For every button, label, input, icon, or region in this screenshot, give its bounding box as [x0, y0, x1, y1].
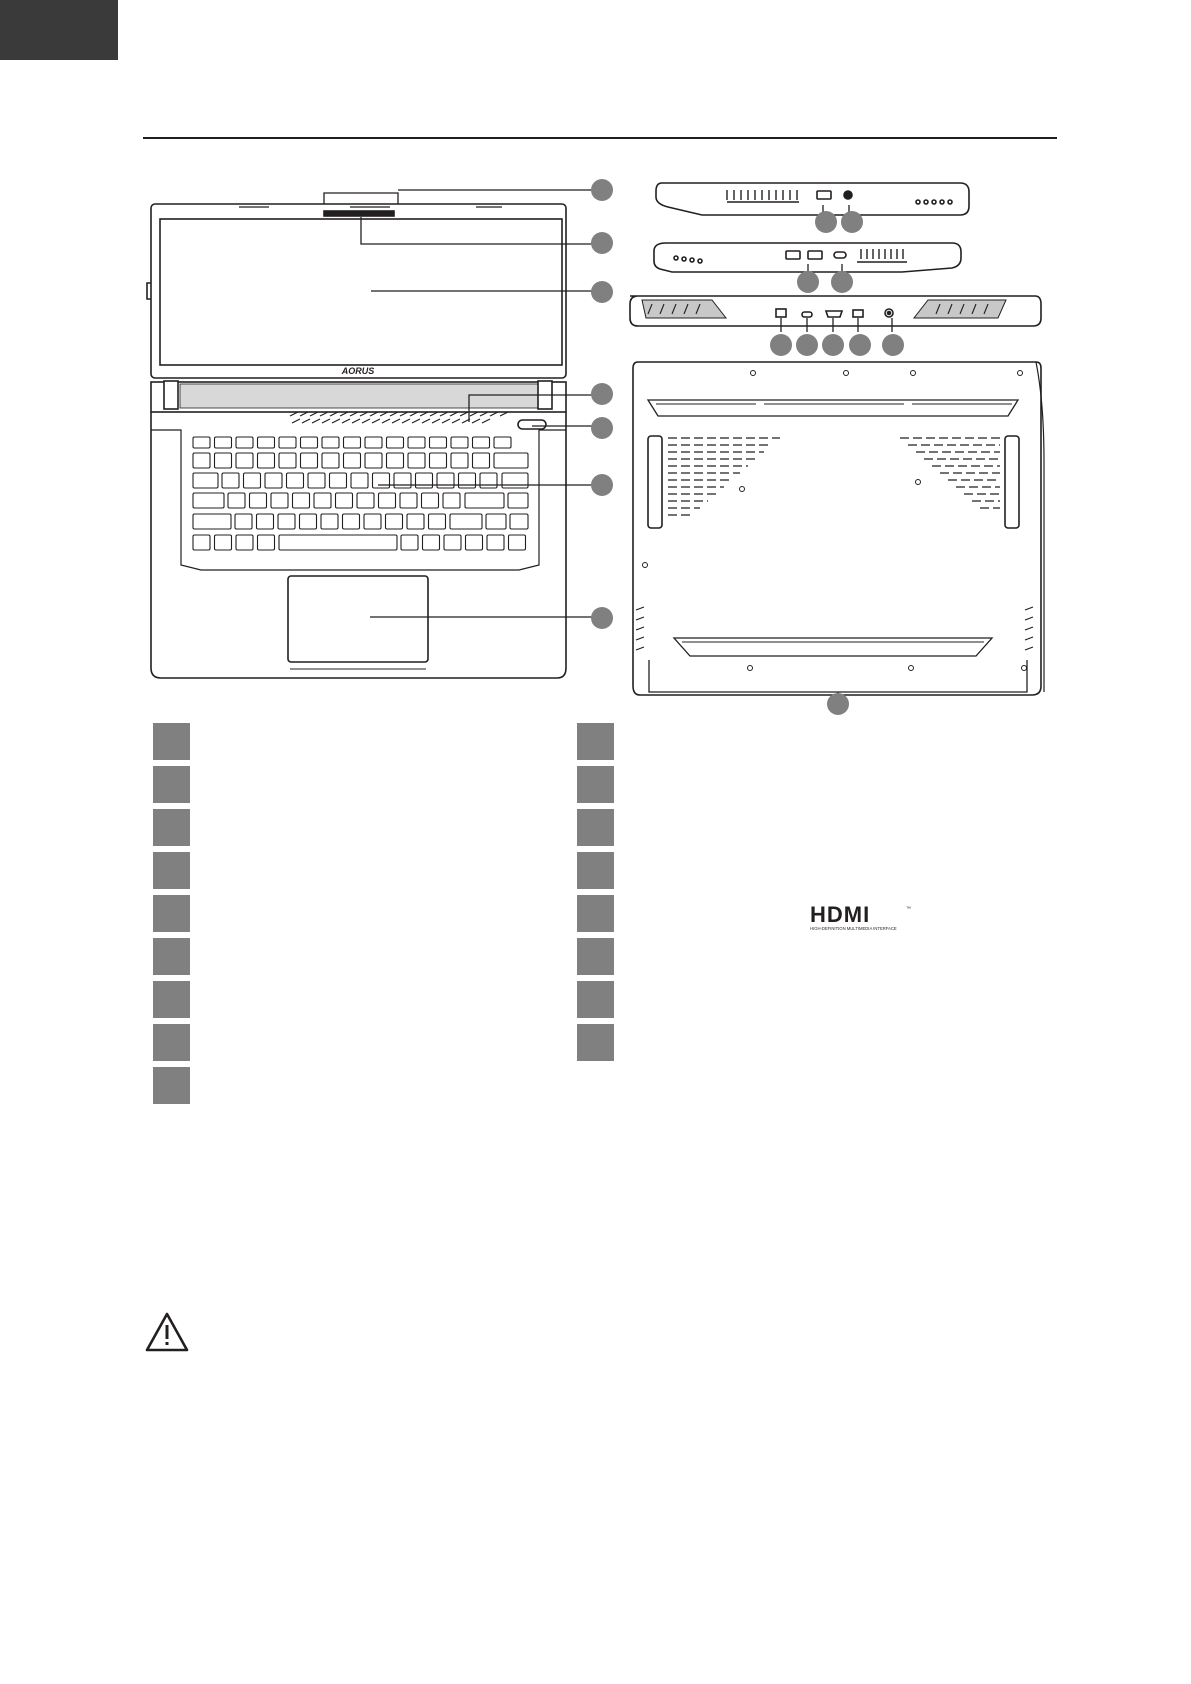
svg-text:HDMI: HDMI [810, 903, 871, 927]
legend-number-box [577, 723, 614, 760]
legend-number-box [153, 981, 190, 1018]
legend-number-box [153, 895, 190, 932]
legend-column-right [577, 723, 614, 1067]
legend-number-box [577, 938, 614, 975]
legend-number-box [577, 981, 614, 1018]
legend-column-left [153, 723, 190, 1110]
legend-number-box [153, 766, 190, 803]
legend-number-box [577, 766, 614, 803]
legend-number-box [153, 938, 190, 975]
legend-number-box [153, 723, 190, 760]
legend-number-box [153, 1024, 190, 1061]
legend-number-box [577, 1024, 614, 1061]
legend-number-box [577, 895, 614, 932]
svg-text:™: ™ [906, 906, 911, 912]
legend-number-box [153, 1067, 190, 1104]
legend-number-box [153, 809, 190, 846]
laptop-bottom-view [633, 362, 1044, 695]
legend-number-box [577, 852, 614, 889]
laptop-rear-view [630, 296, 1041, 326]
laptop-left-side-view [656, 183, 969, 215]
laptop-top-view [147, 204, 566, 678]
svg-text:HIGH-DEFINITION MULTIMEDIA INT: HIGH-DEFINITION MULTIMEDIA INTERFACE [810, 926, 897, 931]
callout-markers [591, 179, 904, 715]
svg-text:AORUS: AORUS [341, 366, 375, 376]
hdmi-logo [808, 903, 912, 931]
warning-triangle-icon [144, 1311, 190, 1353]
legend-number-box [153, 852, 190, 889]
legend-number-box [577, 809, 614, 846]
